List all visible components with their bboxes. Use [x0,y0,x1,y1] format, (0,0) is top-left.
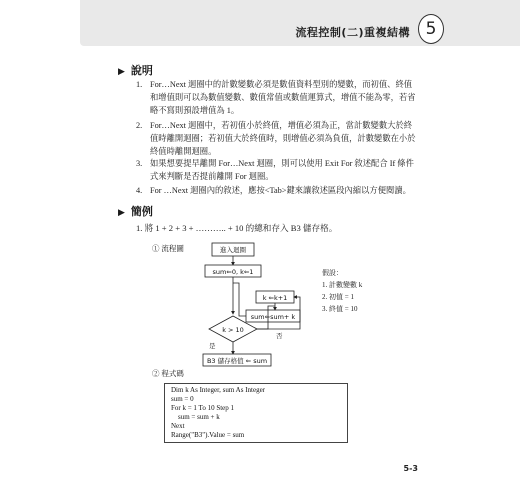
example-heading-text: 簡例 [130,205,153,218]
code-line: sum = sum + k [171,413,220,421]
flow-output-text: B3 儲存格值 ⇐ sum [206,357,268,365]
flowchart-label: ① 流程圖 [152,244,184,253]
note-number: 4. [136,186,143,195]
assumptions-title: 假設： [322,269,343,277]
flow-no-label: 否 [276,332,283,340]
page-number: 5-3 [403,464,418,473]
code-line: Dim k As Integer, sum As Integer [171,386,266,394]
flow-decision-text: k > 10 [222,326,244,334]
flowchart [180,240,410,370]
flow-yes-label: 是 [209,342,216,350]
note-item-4 [136,184,416,197]
flow-accumulate-text: sum⇐sum+ k [250,313,296,321]
triangle-bullet-icon: ▶ [118,67,125,77]
chapter-number-badge: 5 [418,14,444,44]
flow-init-text: sum⇐0, k⇐1 [212,268,254,276]
note-number: 1. [136,80,143,89]
notes-heading-text: 說明 [130,64,153,77]
note-text: 如果想要提早離開 For…Next 迴圈，則可以使用 Exit For 敘述配合 If 條件式來判斷是否提前離開 For 迴圈。 [150,159,414,181]
assumption-item: 3. 終值 = 10 [322,305,358,313]
note-item-2 [136,119,416,158]
code-label: ② 程式碼 [152,369,184,378]
chapter-title: 流程控制(二)重複結構 [295,26,410,39]
note-text: For …Next 迴圈內的敘述，應按<Tab>鍵來讓敘述區段內縮以方便閱讀。 [150,186,411,195]
example-heading [118,203,153,219]
notes-heading [118,62,153,78]
assumptions [322,267,362,315]
note-number: 2. [136,121,143,130]
assumption-item: 1. 計數變數 k [322,281,363,289]
code-line: For k = 1 To 10 Step 1 [171,404,235,412]
triangle-bullet-icon: ▶ [118,208,125,218]
code-line: Range("B3").Value = sum [171,431,245,439]
note-item-3 [136,157,416,183]
example-statement: 1. 將 1 + 2 + 3 + ……….. + 10 的總和存入 B3 儲存格。 [136,223,338,233]
assumption-item: 2. 初值 = 1 [322,293,354,301]
flow-increment-text: k ⇐k+1 [262,294,288,302]
code-line: Next [171,422,185,430]
code-line: sum = 0 [171,395,194,403]
note-number: 3. [136,159,143,168]
note-text: For…Next 迴圈中，若初值小於終值，增值必須為正，當計數變數大於終值時離開迴圈；若初值大於終值時，則增值必須為負值，計數變數在小於終值時離開迴圈。 [150,121,416,156]
note-text: For…Next 迴圈中的計數變數必須是數值資料型別的變數，而初值、終值和增值則可以為數值變數、數值常值或數值運算式，增值不能為零，若省略不寫則預設增值為 1。 [150,80,416,115]
flow-start-text: 進入迴圈 [220,246,246,254]
code-box [164,383,348,443]
note-item-1 [136,78,416,117]
flow-loop-line [233,283,246,316]
